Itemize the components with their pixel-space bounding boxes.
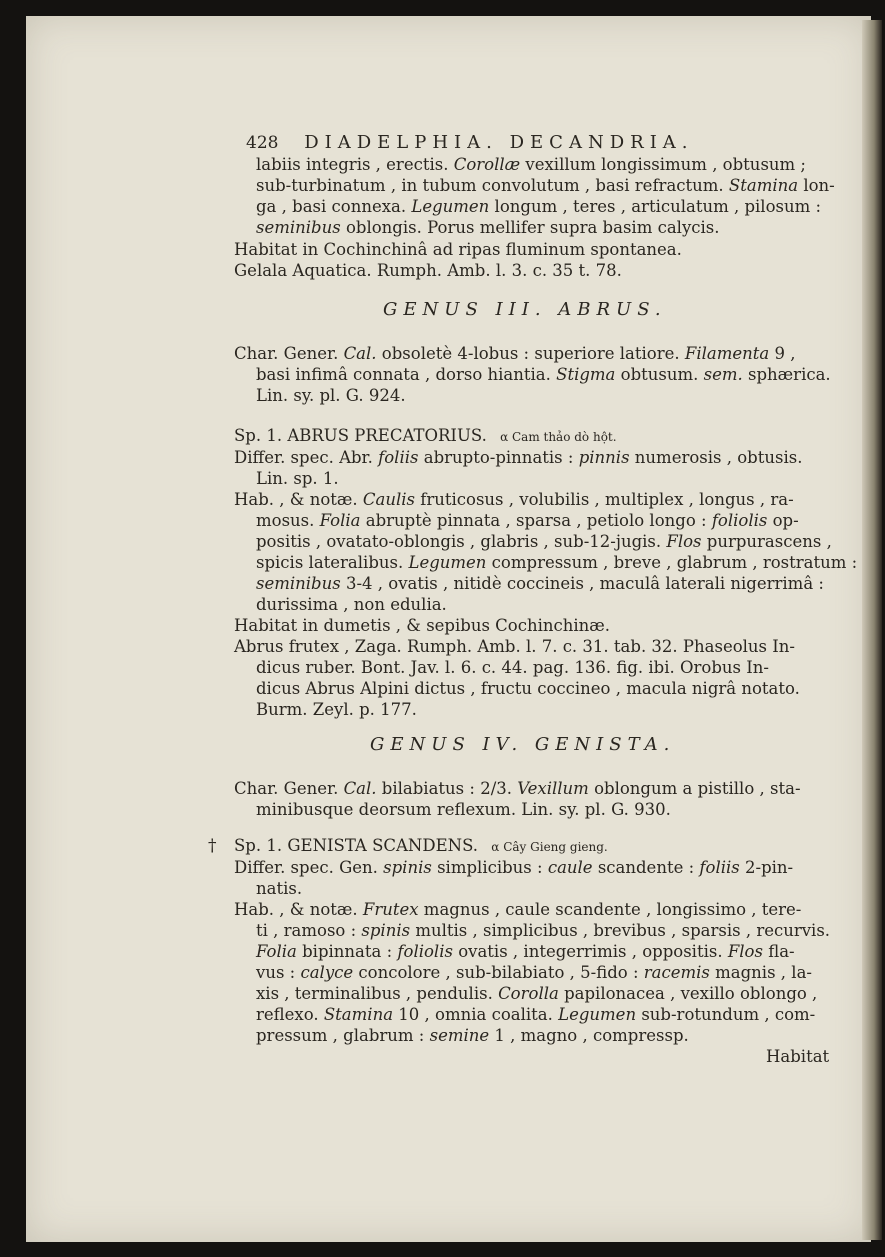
- text-line: pressum , glabrum : semine 1 , magno , compressp.: [256, 1026, 689, 1045]
- vernacular-name: α Cây Gieng gieng.: [491, 840, 608, 854]
- text-line: natis.: [256, 879, 303, 898]
- text-line: Gelala Aquatica. Rumph. Amb. l. 3. c. 35 t. 78.: [234, 261, 622, 280]
- text-line: vus : calyce concolore , sub-bilabiato , 5-fido : racemis magnis , la-: [256, 963, 812, 982]
- running-title: DIADELPHIA. DECANDRIA.: [304, 132, 694, 153]
- species-name: Sp. 1. GENISTA SCANDENS.: [234, 836, 479, 855]
- text-line: Char. Gener. Cal. bilabiatus : 2/3. Vexillum oblongum a pistillo , sta-: [234, 779, 801, 798]
- reference-line: dicus Abrus Alpini dictus , fructu coccineo , macula nigrâ notato.: [256, 679, 800, 698]
- species-line: [234, 836, 608, 858]
- reference-line: Burm. Zeyl. p. 177.: [256, 700, 417, 719]
- dagger-mark: †: [208, 836, 217, 856]
- text-line: Differ. spec. Abr. foliis abrupto-pinnatis : pinnis numerosis , obtusis.: [234, 448, 803, 467]
- text-line: seminibus oblongis. Porus mellifer supra basim calycis.: [256, 218, 720, 237]
- species-name: Sp. 1. ABRUS PRECATORIUS.: [234, 426, 487, 445]
- reference-line: Abrus frutex , Zaga. Rumph. Amb. l. 7. c. 31. tab. 32. Phaseolus In-: [234, 637, 795, 656]
- text-line: seminibus 3-4 , ovatis , nitidè coccineis , maculâ laterali nigerrimâ :: [256, 574, 824, 593]
- habitat-line: Habitat in dumetis , & sepibus Cochinchinæ.: [234, 616, 611, 635]
- text-line: Lin. sp. 1.: [256, 469, 339, 488]
- running-header: [246, 133, 694, 154]
- text-line: labiis integris , erectis. Corollæ vexillum longissimum , obtusum ;: [256, 155, 806, 174]
- species-line: [234, 426, 617, 448]
- page-number: 428: [246, 133, 279, 153]
- text-line: Differ. spec. Gen. spinis simplicibus : caule scandente : foliis 2-pin-: [234, 858, 794, 877]
- text-line: Lin. sy. pl. G. 924.: [256, 386, 406, 405]
- text-line: basi infimâ connata , dorso hiantia. Stigma obtusum. sem. sphærica.: [256, 365, 831, 384]
- text-line: positis , ovatato-oblongis , glabris , sub-12-jugis. Flos purpurascens ,: [256, 532, 832, 551]
- genus-heading: GENUS III. ABRUS.: [383, 299, 667, 320]
- text-line: Hab. , & notæ. Frutex magnus , caule scandente , longissimo , tere-: [234, 900, 802, 919]
- text-line: minibusque deorsum reflexum. Lin. sy. pl. G. 930.: [256, 800, 671, 819]
- text-line: Habitat in Cochinchinâ ad ripas fluminum spontanea.: [234, 240, 682, 259]
- text-line: sub-turbinatum , in tubum convolutum , basi refractum. Stamina lon-: [256, 176, 835, 195]
- text-line: spicis lateralibus. Legumen compressum , breve , glabrum , rostratum :: [256, 553, 858, 572]
- vernacular-name: α Cam thảo dò hột.: [500, 430, 617, 444]
- text-line: ti , ramoso : spinis multis , simplicibus , brevibus , sparsis , recurvis.: [256, 921, 831, 940]
- catchword: Habitat: [766, 1047, 830, 1066]
- reference-line: dicus ruber. Bont. Jav. l. 6. c. 44. pag. 136. fig. ibi. Orobus In-: [256, 658, 769, 677]
- text-line: ga , basi connexa. Legumen longum , teres , articulatum , pilosum :: [256, 197, 822, 216]
- text-line: durissima , non edulia.: [256, 595, 447, 614]
- text-line: Folia bipinnata : foliolis ovatis , integerrimis , oppositis. Flos fla-: [256, 942, 795, 961]
- text-line: Char. Gener. Cal. obsoletè 4-lobus : superiore latiore. Filamenta 9 ,: [234, 344, 796, 363]
- genus-heading: GENUS IV. GENISTA.: [370, 734, 676, 755]
- text-line: xis , terminalibus , pendulis. Corolla papilonacea , vexillo oblongo ,: [256, 984, 818, 1003]
- text-line: reflexo. Stamina 10 , omnia coalita. Legumen sub-rotundum , com-: [256, 1005, 816, 1024]
- text-line: mosus. Folia abruptè pinnata , sparsa , petiolo longo : foliolis op-: [256, 511, 799, 530]
- text-line: Hab. , & notæ. Caulis fruticosus , volubilis , multiplex , longus , ra-: [234, 490, 794, 509]
